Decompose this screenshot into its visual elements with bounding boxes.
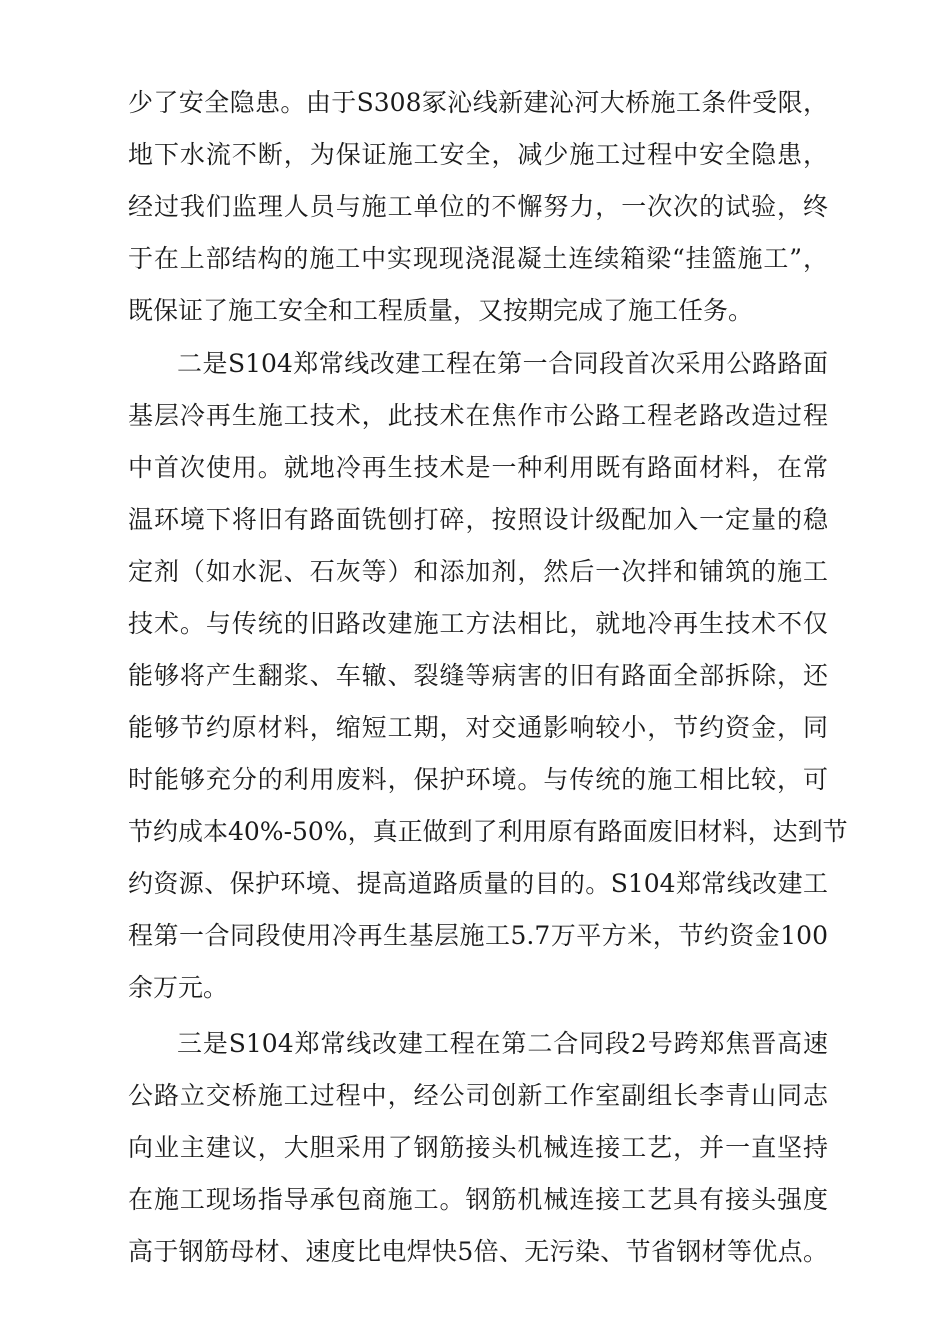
text-line: 约资源、保护环境、提高道路质量的目的。S104郑常线改建工	[128, 869, 828, 898]
text-line: 于在上部结构的施工中实现现浇混凝土连续箱梁“挂篮施工”，	[128, 244, 828, 273]
text-line: 定剂（如水泥、石灰等）和添加剂，然后一次拌和铺筑的施工	[128, 557, 828, 586]
text-line: 能够节约原材料，缩短工期，对交通影响较小，节约资金，同	[128, 713, 828, 742]
text-line: 温环境下将旧有路面铣刨打碎，按照设计级配加入一定量的稳	[128, 505, 828, 534]
text-line: 中首次使用。就地冷再生技术是一种利用既有路面材料，在常	[128, 453, 828, 482]
text-line: 程第一合同段使用冷再生基层施工5.7万平方米，节约资金100	[128, 921, 828, 950]
text-line: 二是S104郑常线改建工程在第一合同段首次采用公路路面	[177, 349, 828, 378]
text-line: 少了安全隐患。由于S308冢沁线新建沁河大桥施工条件受限，	[128, 88, 828, 117]
text-line: 在施工现场指导承包商施工。钢筋机械连接工艺具有接头强度	[128, 1185, 828, 1214]
text-line: 能够将产生翻浆、车辙、裂缝等病害的旧有路面全部拆除，还	[128, 661, 828, 690]
text-line: 三是S104郑常线改建工程在第二合同段2号跨郑焦晋高速	[177, 1029, 828, 1058]
text-line: 基层冷再生施工技术，此技术在焦作市公路工程老路改造过程	[128, 401, 828, 430]
text-line: 经过我们监理人员与施工单位的不懈努力，一次次的试验，终	[128, 192, 828, 221]
text-line: 节约成本40%-50%，真正做到了利用原有路面废旧材料，达到节	[128, 817, 848, 846]
text-line: 向业主建议，大胆采用了钢筋接头机械连接工艺，并一直坚持	[128, 1133, 828, 1162]
text-line: 既保证了施工安全和工程质量，又按期完成了施工任务。	[128, 296, 754, 325]
text-line: 高于钢筋母材、速度比电焊快5倍、无污染、节省钢材等优点。	[128, 1237, 828, 1266]
text-line: 技术。与传统的旧路改建施工方法相比，就地冷再生技术不仅	[128, 609, 828, 638]
text-line: 地下水流不断，为保证施工安全，减少施工过程中安全隐患，	[128, 140, 828, 169]
text-line: 时能够充分的利用废料，保护环境。与传统的施工相比较，可	[128, 765, 828, 794]
text-line: 公路立交桥施工过程中，经公司创新工作室副组长李青山同志	[128, 1081, 828, 1110]
text-line: 余万元。	[128, 973, 229, 1002]
